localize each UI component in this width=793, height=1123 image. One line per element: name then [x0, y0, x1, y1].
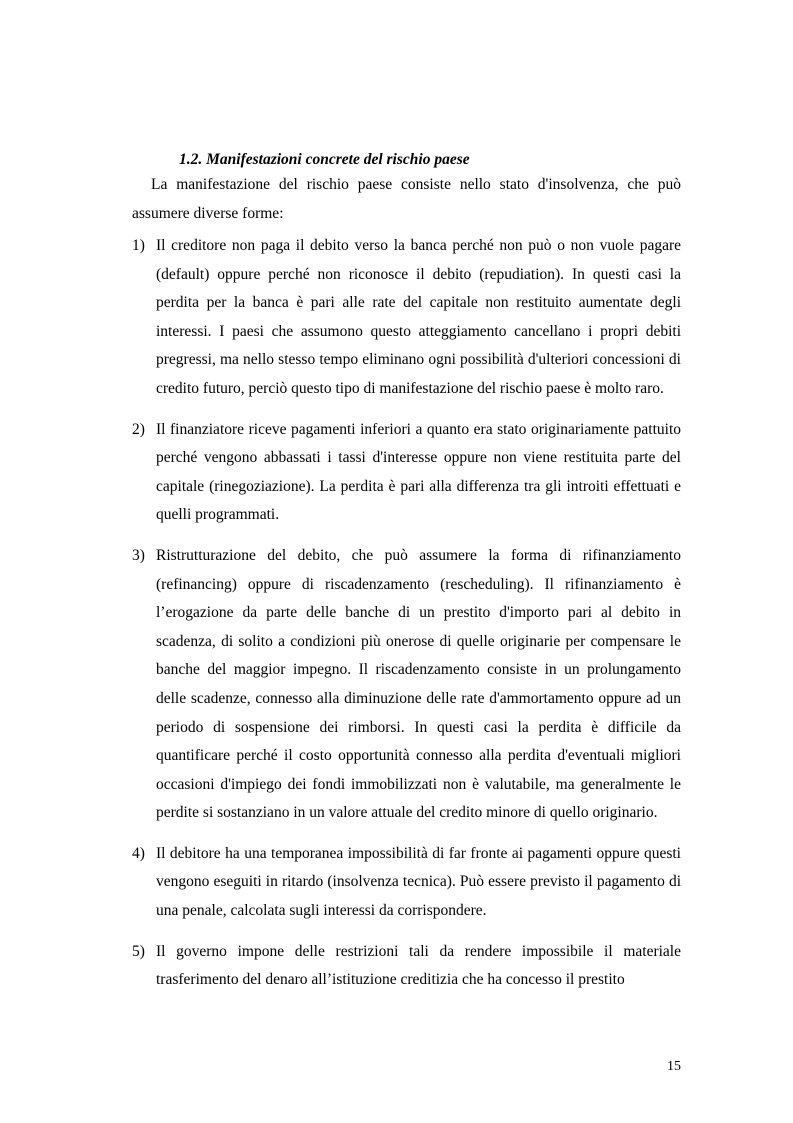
- list-item: [132, 840, 681, 926]
- list-item-text: Ristrutturazione del debito, che può assumere la forma di rifinanziamento (refinancing) oppure di riscadenzamento (rescheduling). Il rifinanziamento è l’erogazione da parte delle banche di un prestito d'importo pari al debito in scadenza, di solito a condizioni più onerose di quelle originarie per compensare le banche del maggior impegno. Il riscadenzamento consiste in un prolungamento delle scadenze, connesso alla diminuzione delle rate d'ammortamento oppure ad un periodo di sospensione dei rimborsi. In questi casi la perdita è difficile da quantificare perché il costo opportunità connesso alla perdita d'eventuali migliori occasioni d'impiego dei fondi immobilizzati non è valutabile, ma generalmente le perdite si sostanziano in un valore attuale del credito minore di quello originario.: [156, 546, 681, 822]
- list-item-text: Il governo impone delle restrizioni tali da rendere impossibile il materiale trasferimento del denaro all’istituzione creditizia che ha concesso il prestito: [156, 942, 681, 989]
- page-number: 15: [667, 1059, 681, 1074]
- list-item-number: 4): [132, 844, 145, 862]
- list-item: [132, 542, 681, 828]
- list-item: [132, 938, 681, 995]
- list-item-text: Il creditore non paga il debito verso la banca perché non può o non vuole pagare (default) oppure perché non riconosce il debito (repudiation). In questi casi la perdita per la banca è pari alle rate del capitale non restituito aumentate degli interessi. I paesi che assumono questo atteggiamento cancellano i propri debiti pregressi, ma nello stesso tempo eliminano ogni possibilità d'ulteriori concessioni di credito futuro, perciò questo tipo di manifestazione del rischio paese è molto raro.: [156, 237, 681, 397]
- section-heading: 1.2. Manifestazioni concrete del rischio paese: [179, 151, 470, 168]
- intro-paragraph: La manifestazione del rischio paese consiste nello stato d'insolvenza, che può assumere diverse forme:: [132, 176, 681, 222]
- forms-list: [132, 232, 681, 1007]
- list-item: [132, 416, 681, 530]
- list-item-number: 3): [132, 546, 145, 564]
- list-item-text: Il debitore ha una temporanea impossibilità di far fronte ai pagamenti oppure questi vengono eseguiti in ritardo (insolvenza tecnica). Può essere previsto il pagamento di una penale, calcolata sugli interessi da corrispondere.: [156, 844, 681, 920]
- list-item-number: 2): [132, 420, 145, 438]
- list-item-number: 1): [132, 237, 145, 254]
- list-item-text: Il finanziatore riceve pagamenti inferiori a quanto era stato originariamente pattuito perché vengono abbassati i tassi d'interesse oppure non viene restituita parte del capitale (rinegoziazione). La perdita è pari alla differenza tra gli introiti effettuati e quelli programmati.: [156, 420, 681, 524]
- list-item-number: 5): [132, 942, 145, 960]
- list-item: [132, 232, 681, 404]
